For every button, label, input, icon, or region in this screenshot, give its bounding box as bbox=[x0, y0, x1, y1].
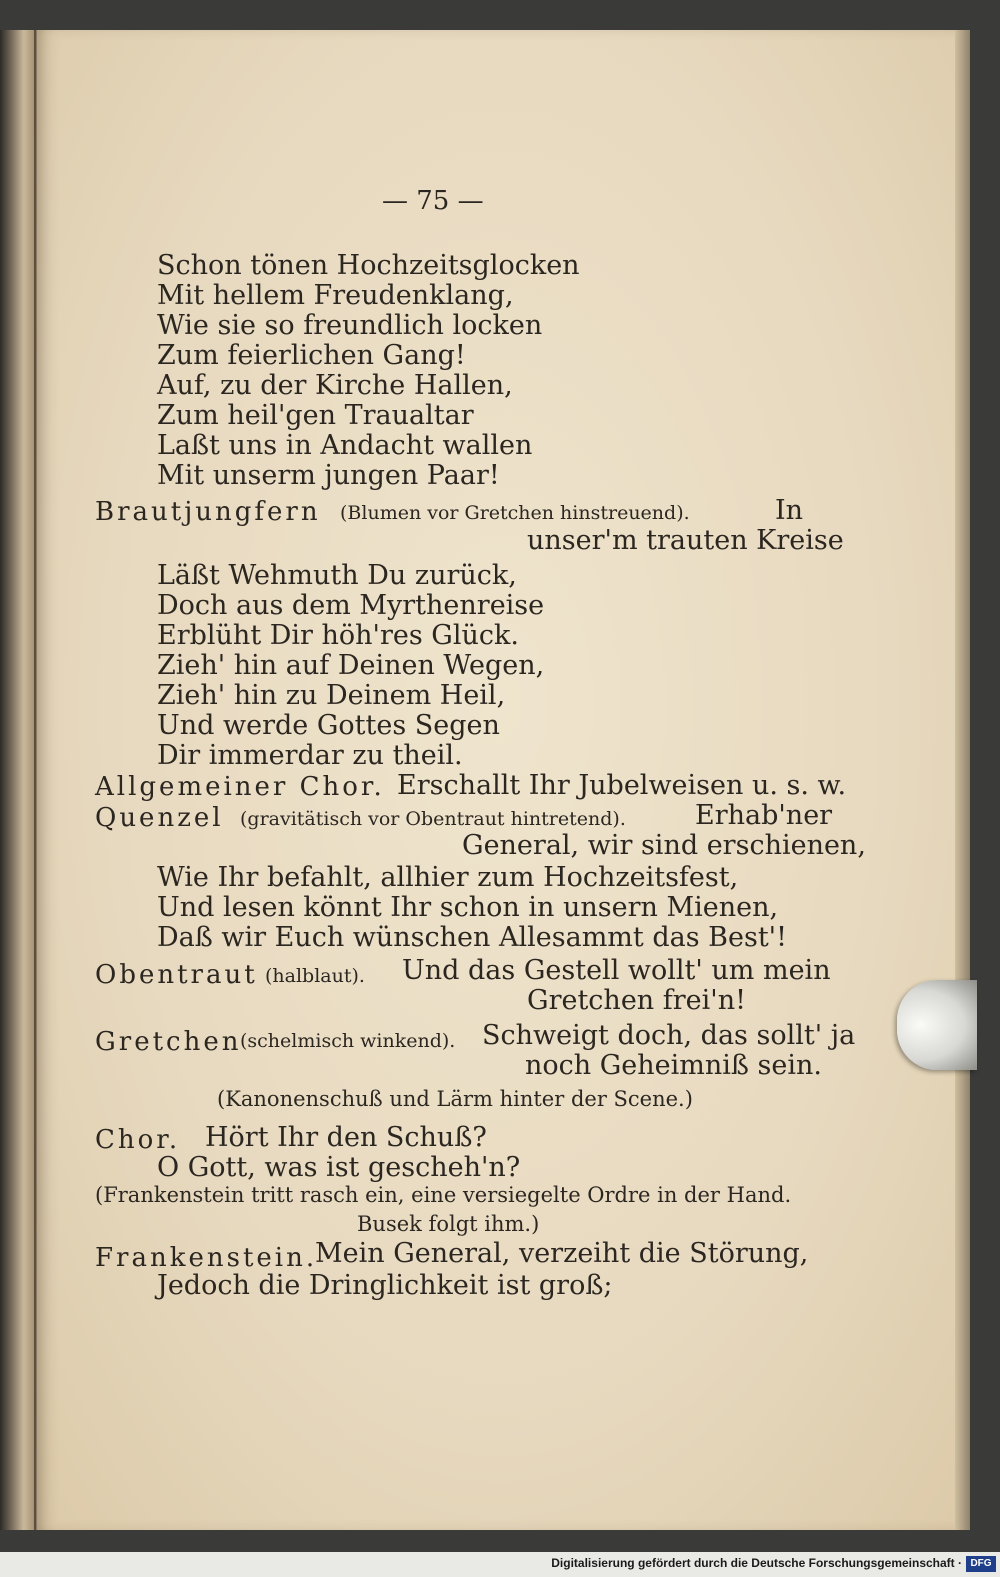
verse-line: Mit unserm jungen Paar! bbox=[157, 460, 500, 491]
stage-direction: Busek folgt ihm.) bbox=[357, 1212, 540, 1236]
verse-line: Zum heil'gen Traualtar bbox=[157, 400, 474, 431]
page-stack-edge bbox=[955, 30, 970, 1530]
verse-line: General, wir sind erschienen, bbox=[462, 830, 866, 861]
verse-line: Erblüht Dir höh'res Glück. bbox=[157, 620, 519, 651]
page-clip-marker bbox=[897, 980, 977, 1070]
verse-line: Jedoch die Dringlichkeit ist groß; bbox=[157, 1270, 613, 1301]
verse-line: Und das Gestell wollt' um mein bbox=[402, 955, 831, 986]
speaker-name: Gretchen bbox=[95, 1027, 242, 1057]
verse-line: unser'm trauten Kreise bbox=[527, 525, 844, 556]
speaker-name: Frankenstein. bbox=[95, 1243, 318, 1273]
verse-line: In bbox=[775, 495, 804, 526]
speaker-name: Allgemeiner Chor. bbox=[95, 772, 385, 802]
verse-line: Schweigt doch, das sollt' ja bbox=[482, 1020, 856, 1051]
stage-direction: (halblaut). bbox=[265, 965, 365, 987]
verse-line: Hört Ihr den Schuß? bbox=[205, 1122, 487, 1153]
verse-line: Auf, zu der Kirche Hallen, bbox=[157, 370, 513, 401]
verse-line: Doch aus dem Myrthenreise bbox=[157, 590, 545, 621]
stage-direction: (Blumen vor Gretchen hinstreuend). bbox=[340, 502, 690, 524]
verse-line: Zum feierlichen Gang! bbox=[157, 340, 466, 371]
page-number: — 75 — bbox=[382, 186, 484, 216]
stage-direction: (Kanonenschuß und Lärm hinter der Scene.) bbox=[217, 1087, 693, 1111]
stage-direction: (Frankenstein tritt rasch ein, eine versiegelte Ordre in der Hand. bbox=[95, 1183, 792, 1207]
verse-line: Gretchen frei'n! bbox=[527, 985, 746, 1016]
stage-direction: (gravitätisch vor Obentraut hintretend). bbox=[240, 808, 626, 830]
verse-line: Zieh' hin zu Deinem Heil, bbox=[157, 680, 506, 711]
verse-line: Dir immerdar zu theil. bbox=[157, 740, 463, 771]
digitization-footer bbox=[0, 1552, 1000, 1577]
speaker-name: Quenzel bbox=[95, 803, 224, 833]
dfg-logo: DFG bbox=[966, 1556, 996, 1572]
verse-line: Erschallt Ihr Jubelweisen u. s. w. bbox=[397, 770, 847, 801]
verse-line: O Gott, was ist gescheh'n? bbox=[157, 1152, 521, 1183]
verse-line: Läßt Wehmuth Du zurück, bbox=[157, 560, 517, 591]
verse-line: Wie Ihr befahlt, allhier zum Hochzeitsfest, bbox=[157, 862, 739, 893]
footer-credit: Digitalisierung gefördert durch die Deutsche Forschungsgemeinschaft · bbox=[551, 1556, 962, 1570]
verse-line: Erhab'ner bbox=[695, 800, 833, 831]
verse-line: Wie sie so freundlich locken bbox=[157, 310, 543, 341]
verse-line: Zieh' hin auf Deinen Wegen, bbox=[157, 650, 545, 681]
verse-line: Und lesen könnt Ihr schon in unsern Mienen, bbox=[157, 892, 779, 923]
verse-line: Daß wir Euch wünschen Allesammt das Best'! bbox=[157, 922, 787, 953]
speaker-name: Chor. bbox=[95, 1125, 181, 1155]
previous-page-edge bbox=[0, 30, 36, 1530]
speaker-name: Obentraut bbox=[95, 960, 258, 990]
verse-line: Schon tönen Hochzeitsglocken bbox=[157, 250, 580, 281]
stage-direction: (schelmisch winkend). bbox=[240, 1030, 456, 1052]
verse-line: Mit hellem Freudenklang, bbox=[157, 280, 514, 311]
verse-line: Laßt uns in Andacht wallen bbox=[157, 430, 533, 461]
speaker-name: Brautjungfern bbox=[95, 497, 321, 527]
verse-line: noch Geheimniß sein. bbox=[525, 1050, 822, 1081]
verse-line: Und werde Gottes Segen bbox=[157, 710, 500, 741]
verse-line: Mein General, verzeiht die Störung, bbox=[315, 1238, 809, 1269]
